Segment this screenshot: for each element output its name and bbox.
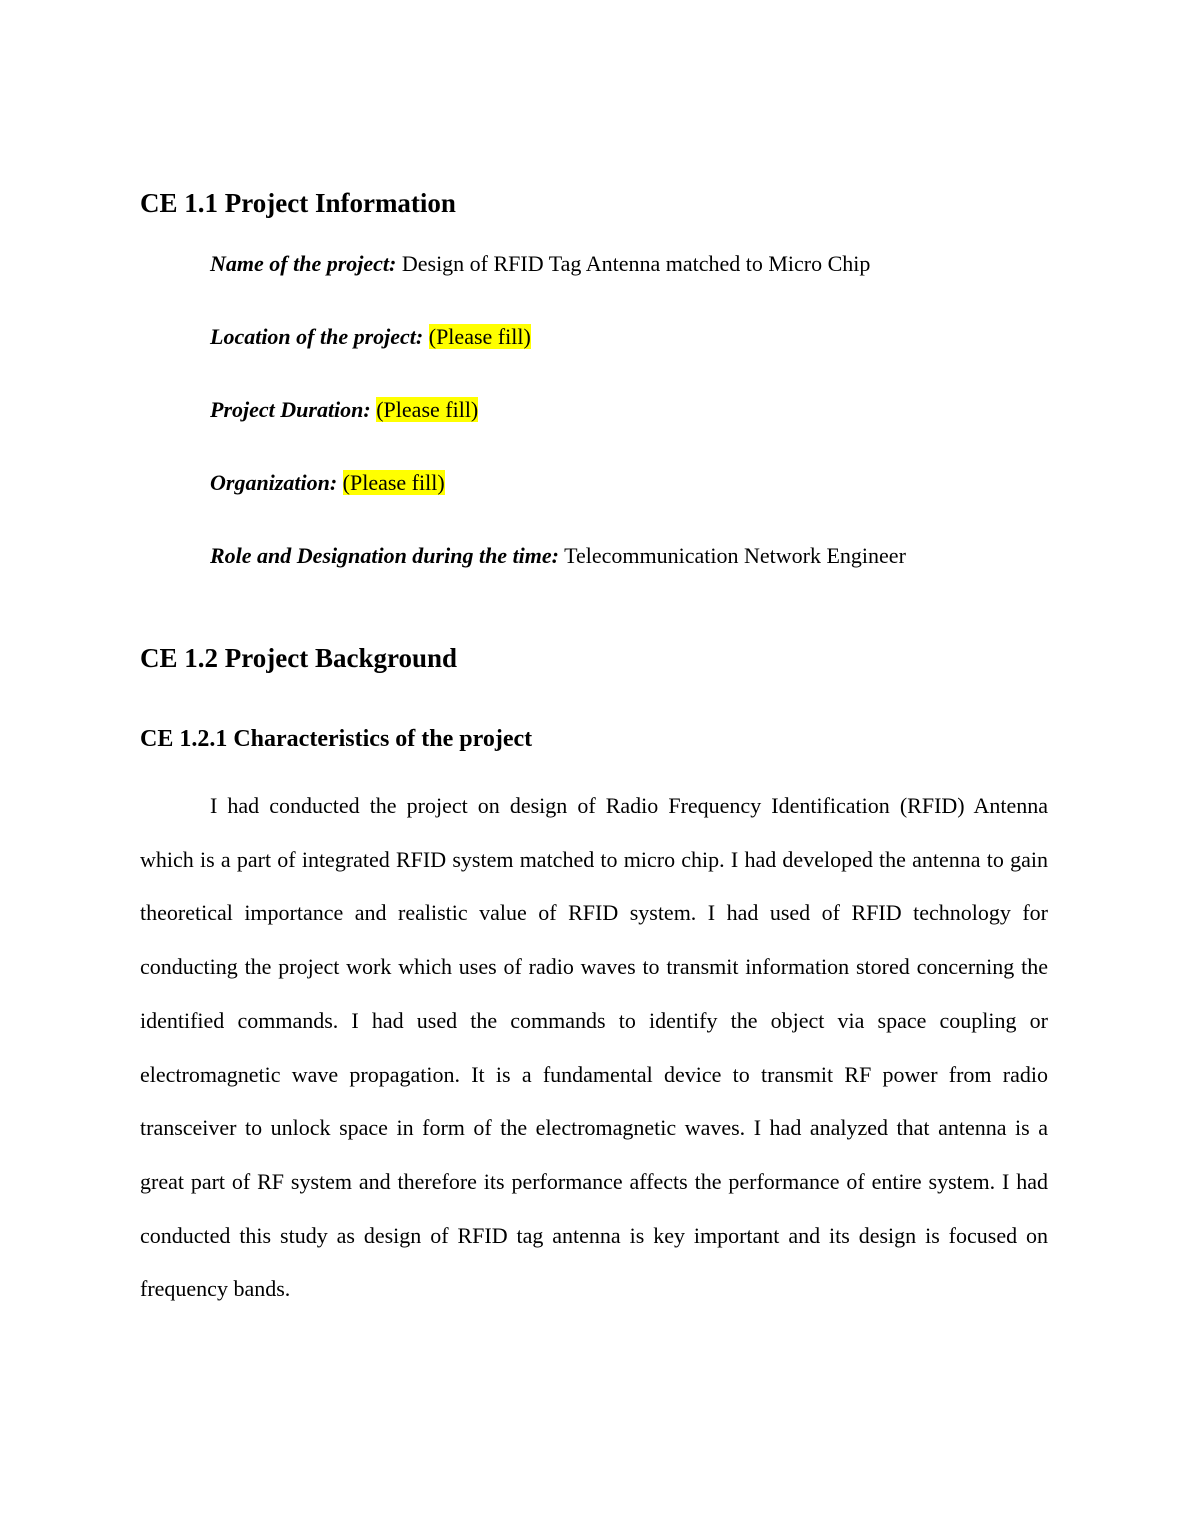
field-label: Project Duration: bbox=[210, 397, 371, 422]
field-label: Location of the project: bbox=[210, 324, 424, 349]
field-project-duration bbox=[210, 396, 478, 424]
field-value: Design of RFID Tag Antenna matched to Micro Chip bbox=[401, 251, 871, 276]
field-label: Organization: bbox=[210, 470, 338, 495]
field-role-designation bbox=[210, 542, 906, 570]
field-label: Name of the project: bbox=[210, 251, 397, 276]
field-label: Role and Designation during the time: bbox=[210, 543, 559, 568]
highlighted-placeholder: (Please fill) bbox=[428, 324, 531, 349]
section-heading-project-background: CE 1.2 Project Background bbox=[140, 643, 457, 673]
section-heading-project-information: CE 1.1 Project Information bbox=[140, 188, 456, 218]
subsection-heading-characteristics: CE 1.2.1 Characteristics of the project bbox=[140, 726, 533, 752]
highlighted-placeholder: (Please fill) bbox=[376, 397, 479, 422]
field-organization bbox=[210, 469, 445, 497]
field-project-name bbox=[210, 250, 870, 278]
body-paragraph: I had conducted the project on design of Radio Frequency Identification (RFID) Antenna which is a part of integrated RFID system matched to micro chip. I had developed the antenna to gain theoretical importance and realistic value of RFID system. I had used of RFID technology for conducting the project work which uses of radio waves to transmit information stored concerning the identified commands. I had used the commands to identify the object via space coupling or electromagnetic wave propagation. It is a fundamental device to transmit RF power from radio transceiver to unlock space in form of the electromagnetic waves. I had analyzed that antenna is a great part of RF system and therefore its performance affects the performance of entire system. I had conducted this study as design of RFID tag antenna is key important and its design is focused on frequency bands. bbox=[140, 793, 1048, 1302]
field-project-location bbox=[210, 323, 531, 351]
highlighted-placeholder: (Please fill) bbox=[342, 470, 445, 495]
field-value: Telecommunication Network Engineer bbox=[564, 543, 906, 568]
